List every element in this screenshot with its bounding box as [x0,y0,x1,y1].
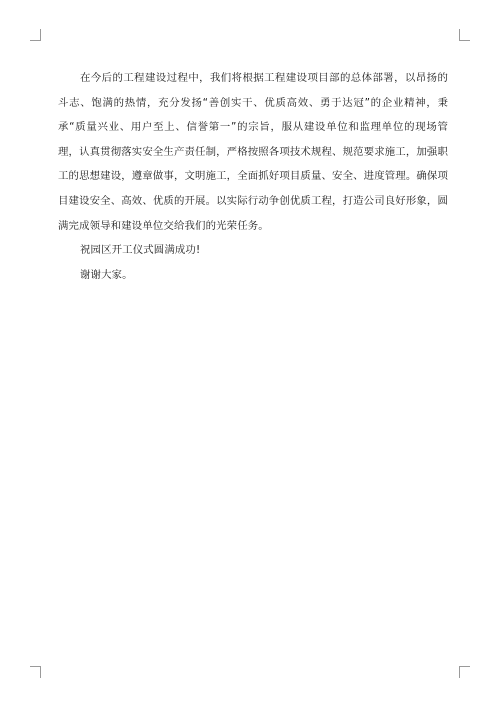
paragraph-main: 在今后的工程建设过程中，我们将根据工程建设项目部的总体部署，以昂扬的斗志、饱满的热情，充分发扬“善创实干、优质高效、勇于达冠”的企业精神，秉承“质量兴业、用户至上、信誉第一”的宗旨，服从建设单位和监理单位的现场管理，认真贯彻落实安全生产责任制，严格按照各项技术规程、规范要求施工，加强职工的思想建设，遵章做事，文明施工，全面抓好项目质量、安全、进度管理。确保项目建设安全、高效、优质的开展。以实际行动争创优质工程，打造公司良好形象，圆满完成领导和建设单位交给我们的光荣任务。 [58,72,448,232]
document-body [58,66,448,287]
paragraph-wish: 祝园区开工仪式圆满成功! [80,244,201,257]
paragraph-thanks: 谢谢大家。 [80,268,133,281]
crop-mark-top-left [30,29,41,41]
crop-mark-top-right [459,29,470,41]
crop-mark-bottom-right [459,666,470,678]
crop-mark-bottom-left [30,666,41,678]
